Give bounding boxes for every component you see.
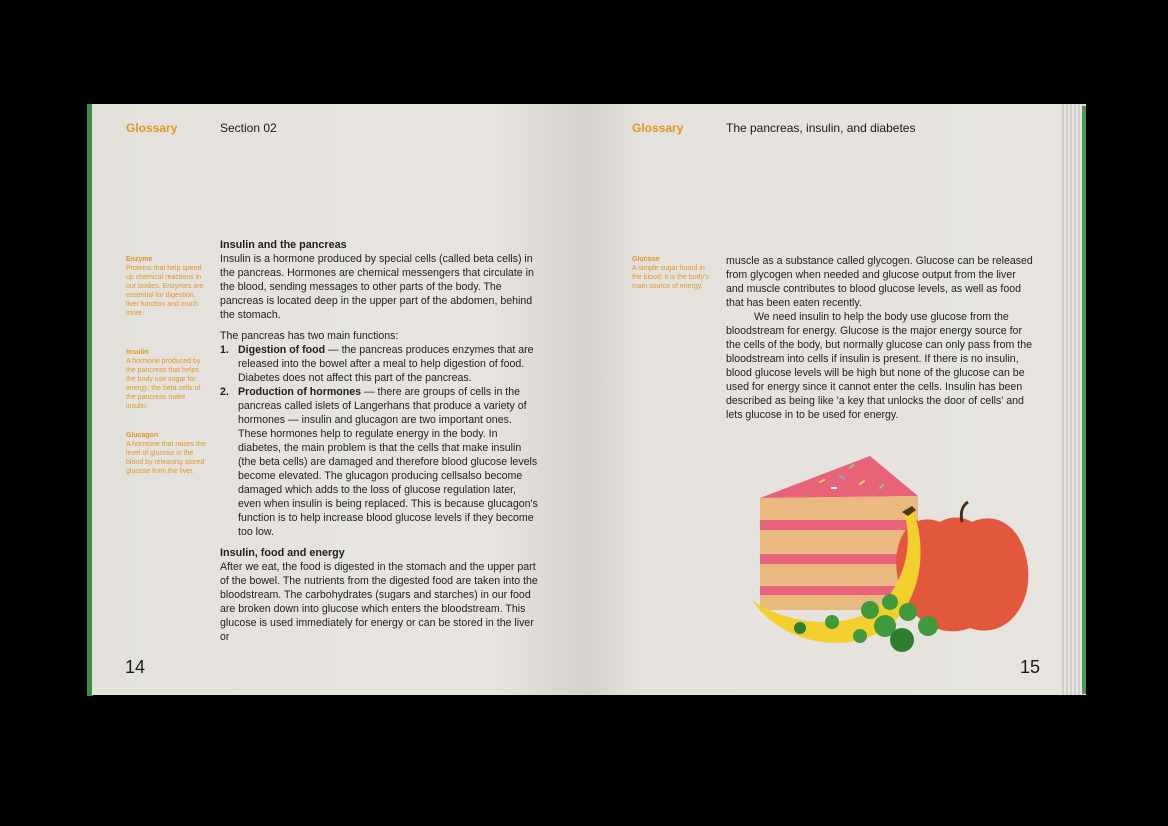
heading-insulin-pancreas: Insulin and the pancreas: [220, 239, 347, 251]
glossary-enzyme: [126, 255, 206, 318]
right-header-glossary: Glossary: [632, 121, 684, 135]
glossary-term: Glucose: [632, 256, 660, 263]
heading-insulin-food-energy: Insulin, food and energy: [220, 547, 345, 559]
glossary-def: Proteins that help speed up chemical reactions in our bodies. Enzymes are essential for digestion, liver function and much more.: [126, 265, 204, 317]
paragraph: Insulin is a hormone produced by special cells (called beta cells) in the pancreas. Hormones are chemical messengers that circulate in the blood, sending messages to other parts of the body. The pancreas is located deep in the upper part of the abdomen, behind the stomach.: [220, 253, 534, 321]
left-header-glossary: Glossary: [126, 121, 178, 135]
list-number: 2.: [220, 386, 229, 398]
glossary-def: A simple sugar found in the blood; it is the body's main source of energy.: [632, 265, 709, 290]
list-item-text: — the pancreas produces enzymes that are released into the bowel after a meal to help digestion of food. Diabetes does not affect this part of the pancreas.: [238, 344, 534, 384]
glossary-glucose: [632, 255, 712, 291]
list-item-title: Production of hormones: [238, 386, 362, 398]
glossary-term: Glucagon: [126, 432, 159, 439]
list-item-text: — there are groups of cells in the pancreas called islets of Langerhans that produce a variety of hormones — insulin and glucagon are two important ones. These hormones help to regulate energy in the body. In diabetes, the main problem is that the cells that make insulin (the beta cells) are damaged and therefore blood glucose levels become elevated. The glucagon producing cellsalso become damaged which adds to the loss of glucose regulation later, even when insulin is being replaced. This is because glucagon's function is to help increase blood glucose levels if they become too low.: [238, 386, 538, 538]
paragraph: We need insulin to help the body use glucose from the bloodstream for energy. Glucose is the major energy source for the cells of the body, but normally glucose can only pass from the bloodstream into cells if insulin is present. If there is no insulin, blood glucose levels will be high but none of the glucose can be used for energy since it cannot enter the cells. Insulin has been described as being like 'a key that unlocks the door of cells' and lets glucose in to be used for energy.: [726, 311, 1033, 421]
left-body: [220, 238, 538, 644]
list-item: [220, 385, 538, 539]
list-number: 1.: [220, 344, 229, 356]
left-header-section: Section 02: [220, 121, 277, 135]
food-illustration: [740, 450, 1040, 670]
glossary-def: A hormone produced by the pancreas that helps the body use sugar for energy; the beta cells of the pancreas make insulin.: [126, 358, 201, 410]
paragraph: The pancreas has two main functions:: [220, 330, 399, 342]
paragraph: After we eat, the food is digested in the stomach and the upper part of the bowel. The nutrients from the digested food are taken into the bloodstream. The carbohydrates (sugars and starches) in our food are broken down into glucose which enters the bloodstream. This glucose is used immediately for energy or can be stored in the liver or: [220, 561, 538, 643]
list-item-title: Digestion of food: [238, 344, 326, 356]
list-item: [220, 343, 538, 385]
glossary-insulin: [126, 348, 206, 411]
paragraph: muscle as a substance called glycogen. Glucose can be released from glycogen when needed and glucose output from the liver and muscle contributes to blood glucose levels, as well as food that has been eaten recently.: [726, 255, 1033, 309]
page-number-right: 15: [1020, 657, 1041, 677]
edge-green: [1082, 106, 1086, 694]
page-number-left: 14: [125, 657, 146, 677]
glossary-glucagon: [126, 431, 206, 476]
glossary-def: A hormone that raises the level of glucose in the blood by releasing stored glucose from the liver.: [126, 441, 206, 475]
glossary-term: Insulin: [126, 349, 149, 356]
glossary-term: Enzyme: [126, 256, 153, 263]
cake-slice-icon: [760, 456, 918, 610]
right-header-title: The pancreas, insulin, and diabetes: [726, 121, 916, 135]
right-body: [726, 254, 1036, 422]
